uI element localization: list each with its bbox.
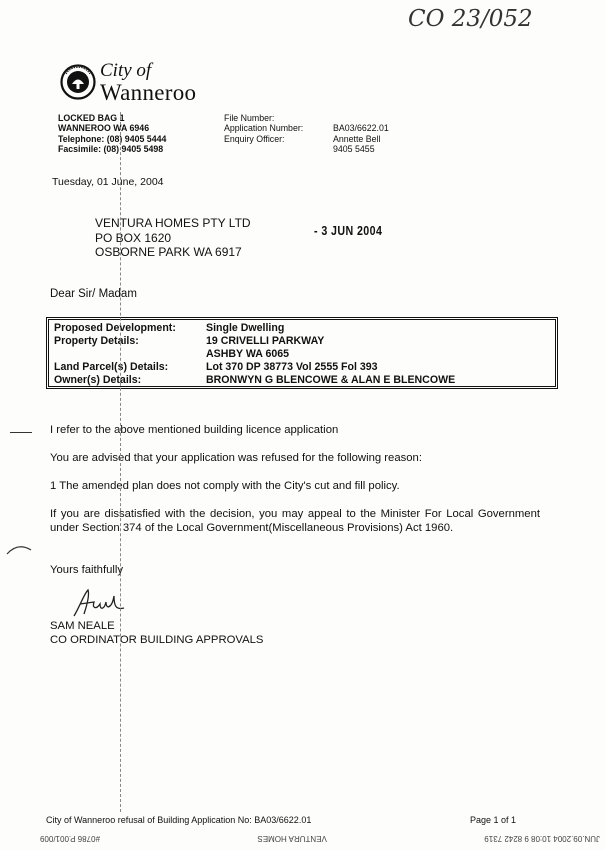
city-seal-icon <box>60 64 96 100</box>
details-value: 19 CRIVELLI PARKWAY <box>206 335 325 348</box>
closing: Yours faithfully <box>50 564 124 576</box>
file-info-values <box>333 113 389 154</box>
logo-city-of: City of <box>100 60 152 81</box>
addressee-line1: VENTURA HOMES PTY LTD <box>95 216 251 230</box>
signatory-name: SAM NEALE <box>50 620 115 632</box>
details-table <box>54 322 455 387</box>
signature-icon <box>70 586 130 620</box>
addressee-line2: PO BOX 1620 <box>95 230 172 245</box>
details-row <box>54 348 455 361</box>
salutation: Dear Sir/ Madam <box>50 288 137 300</box>
letter-date: Tuesday, 01 June, 2004 <box>52 176 164 188</box>
file-info-labels <box>224 113 303 144</box>
details-label: Land Parcel(s) Details: <box>54 361 169 374</box>
scan-mark <box>10 432 32 433</box>
signatory-title: CO ORDINATOR BUILDING APPROVALS <box>50 633 264 646</box>
details-label: Property Details: <box>54 335 139 348</box>
enquiry-officer-label: Enquiry Officer: <box>224 133 285 144</box>
footer-reference: City of Wanneroo refusal of Building Application No: BA03/6622.01 <box>46 815 312 825</box>
fax-header-part2: VENTURA HOMES <box>257 834 327 843</box>
details-value: Lot 370 DP 38773 Vol 2555 Fol 393 <box>206 361 378 374</box>
fax-header-line <box>40 834 600 843</box>
logo-wanneroo: Wanneroo <box>100 80 197 105</box>
details-row <box>54 322 455 335</box>
fax-header-part1: JUN.09.2004 10:08 9 8242 7319 <box>484 834 600 843</box>
footer-page-number: Page 1 of 1 <box>470 815 517 825</box>
council-line1: LOCKED BAG 1 <box>58 113 125 123</box>
details-value: BRONWYN G BLENCOWE & ALAN E BLENCOWE <box>206 374 456 387</box>
council-facsimile: Facsimile: (08) 9405 5498 <box>58 143 164 154</box>
details-value: ASHBY WA 6065 <box>206 348 290 361</box>
body-paragraph-2: You are advised that your application was refused for the following reason: <box>50 452 422 464</box>
council-telephone: Telephone: (08) 9405 5444 <box>58 133 167 144</box>
file-number-label: File Number: <box>224 113 275 123</box>
application-number-label: Application Number: <box>224 123 304 134</box>
application-number: BA03/6622.01 <box>333 123 389 134</box>
scan-fold-line <box>120 112 121 812</box>
enquiry-officer-phone: 9405 5455 <box>333 143 375 154</box>
fax-header-part3: #0786 P.001/009 <box>40 834 100 843</box>
addressee <box>95 216 251 260</box>
details-row <box>54 361 455 374</box>
enquiry-officer-name: Annette Bell <box>333 133 381 144</box>
council-line2: WANNEROO WA 6946 <box>58 123 150 134</box>
addressee-line3: OSBORNE PARK WA 6917 <box>95 245 242 259</box>
body-paragraph-3: 1 The amended plan does not comply with the City's cut and fill policy. <box>50 480 400 492</box>
details-row <box>54 335 455 348</box>
signatory <box>50 620 263 647</box>
details-row <box>54 374 455 387</box>
handwritten-reference: CO 23/052 <box>408 6 533 32</box>
council-address <box>58 113 166 154</box>
received-date-stamp: - 3 JUN 2004 <box>314 223 383 238</box>
scan-mark-curve <box>6 542 32 556</box>
details-value: Single Dwelling <box>206 322 285 334</box>
details-label: Proposed Development: <box>54 322 176 334</box>
details-label <box>54 348 206 361</box>
body-paragraph-4: If you are dissatisfied with the decision, you may appeal to the Minister For Local Government under Section 374 of the Local Government(Miscellaneous Provisions) Act 1960. <box>50 508 540 534</box>
details-label: Owner(s) Details: <box>54 374 142 387</box>
application-details-box <box>46 317 558 389</box>
body-paragraph-1: I refer to the above mentioned building licence application <box>50 424 339 436</box>
